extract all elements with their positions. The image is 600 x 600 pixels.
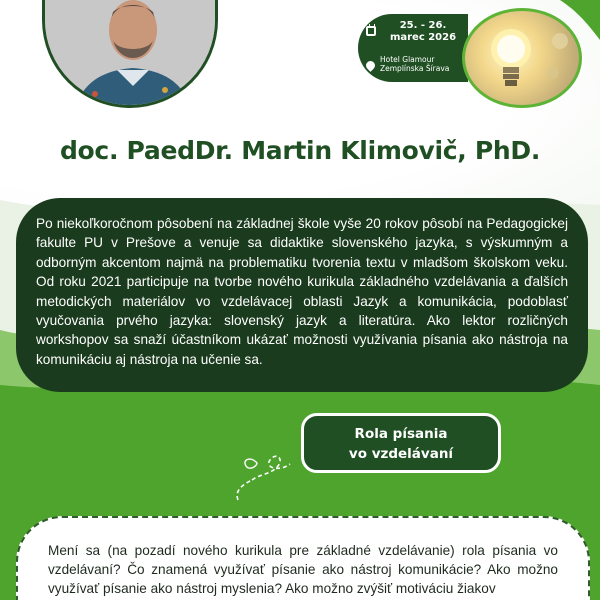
speaker-name: doc. PaedDr. Martin Klimovič, PhD.	[59, 136, 541, 165]
topic-title-line2: vo vzdelávaní	[348, 446, 454, 462]
calendar-icon	[366, 26, 376, 36]
doodle-arrow-icon	[230, 450, 300, 510]
event-venue-line2: Zemplínska Šírava	[380, 64, 450, 73]
event-venue	[380, 55, 466, 73]
event-venue-line1: Hotel Glamour	[380, 55, 435, 64]
topic-description: Mení sa (na pozadí nového kurikula pre základné vzdelávanie) rola písania vo vzdelávaní? Čo znamená využívať písanie ako nástroj komunikácie? Ako možno využívať písanie ako nástroj myslenia? Ako možno zvýšiť motiváciu žiakov	[16, 516, 590, 600]
speaker-photo	[42, 0, 218, 108]
event-date	[380, 20, 466, 44]
topic-title-badge	[301, 413, 501, 473]
event-date-line2: marec 2026	[389, 32, 457, 43]
event-info-badge	[358, 14, 468, 82]
location-pin-icon	[364, 59, 377, 72]
speaker-bio: Po niekoľkoročnom pôsobení na základnej škole vyše 20 rokov pôsobí na Pedagogickej fakulte PU v Prešove a venuje sa didaktike slovenského jazyka, s výskumným a odborným akcentom najmä na problematiku tvorenia textu v mladšom školskom veku. Od roku 2021 participuje na tvorbe nového kurikula základného vzdelávania a ďalších metodických materiálov vo vzdelávacej oblasti Jazyk a komunikácia, podoblasť vyučovania prvého jazyka: slovenský jazyk a literatúra. Ako lektor rozličných workshopov sa snaží účastníkom ukázať možnosti využívania písania ako nástroja na komunikáciu aj nástroja na učenie sa.	[16, 198, 588, 392]
event-date-line1: 25. - 26.	[399, 20, 447, 31]
light-bulb-image	[462, 8, 582, 108]
topic-title-line1: Rola písania	[354, 426, 448, 442]
